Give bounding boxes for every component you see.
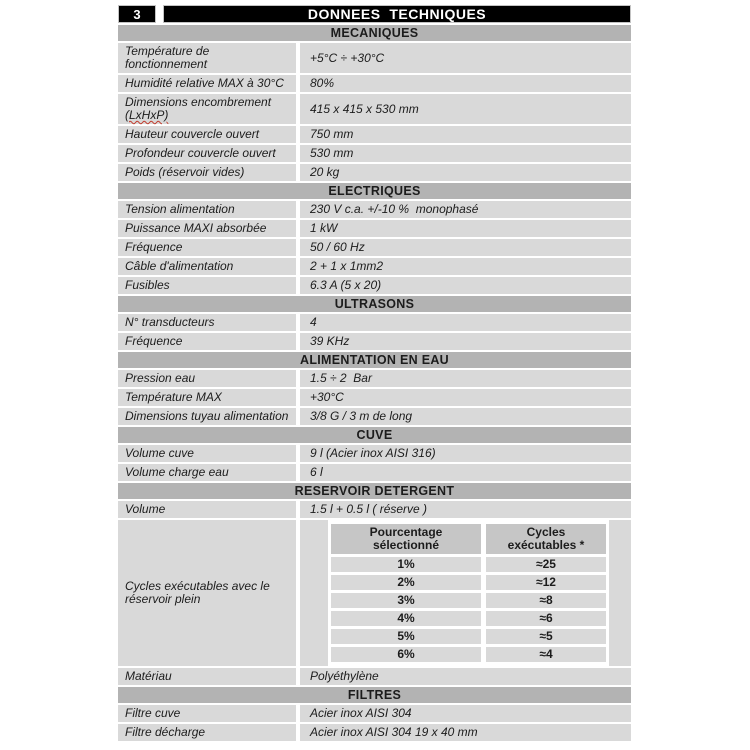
percent-cell: 6%	[331, 647, 481, 662]
row-label: Volume	[118, 501, 296, 518]
spec-row-pression-eau	[118, 370, 631, 387]
spellcheck-underline: (LxHxP)	[125, 108, 169, 122]
section-header-electriques: ELECTRIQUES	[118, 183, 631, 199]
cycles-table-container	[328, 520, 609, 666]
cycles-table	[331, 524, 606, 662]
spec-row-puissance	[118, 220, 631, 237]
spec-row-poids	[118, 164, 631, 181]
spec-row-tension	[118, 201, 631, 218]
row-label: Pression eau	[118, 370, 296, 387]
row-value: 50 / 60 Hz	[300, 239, 631, 256]
spec-row-frequence-ultrasons	[118, 333, 631, 350]
row-value: +30°C	[300, 389, 631, 406]
spec-row-frequence-elec	[118, 239, 631, 256]
cycles-cell: ≈8	[486, 593, 606, 608]
row-label: Température MAX	[118, 389, 296, 406]
row-label: Matériau	[118, 668, 296, 685]
row-value	[300, 520, 631, 666]
cycles-table-header-cycles: Cycles exécutables *	[486, 524, 606, 554]
cycles-table-header-percent: Pourcentage sélectionné	[331, 524, 481, 554]
row-value: 20 kg	[300, 164, 631, 181]
spec-row-profondeur-couvercle	[118, 145, 631, 162]
cycles-cell: ≈6	[486, 611, 606, 626]
spec-row-filtre-decharge	[118, 724, 631, 741]
row-value: Acier inox AISI 304 19 x 40 mm	[300, 724, 631, 741]
row-label: Profondeur couvercle ouvert	[118, 145, 296, 162]
cycles-table-row	[331, 593, 606, 608]
row-label: Filtre décharge	[118, 724, 296, 741]
row-value: 230 V c.a. +/-10 % monophasé	[300, 201, 631, 218]
spec-row-cable	[118, 258, 631, 275]
percent-cell: 3%	[331, 593, 481, 608]
row-label: Volume charge eau	[118, 464, 296, 481]
row-value: 1 kW	[300, 220, 631, 237]
spec-row-materiau	[118, 668, 631, 685]
row-value: 750 mm	[300, 126, 631, 143]
row-label: Filtre cuve	[118, 705, 296, 722]
section-header-alimentation-eau: ALIMENTATION EN EAU	[118, 352, 631, 368]
cycles-cell: ≈4	[486, 647, 606, 662]
row-label: Humidité relative MAX à 30°C	[118, 75, 296, 92]
row-value: 530 mm	[300, 145, 631, 162]
cycles-table-header-row	[331, 524, 606, 554]
cycles-cell: ≈25	[486, 557, 606, 572]
row-value: 2 + 1 x 1mm2	[300, 258, 631, 275]
percent-cell: 4%	[331, 611, 481, 626]
row-value: 1.5 ÷ 2 Bar	[300, 370, 631, 387]
row-label: Hauteur couvercle ouvert	[118, 126, 296, 143]
cycles-cell: ≈12	[486, 575, 606, 590]
spec-row-volume-cuve	[118, 445, 631, 462]
percent-cell: 2%	[331, 575, 481, 590]
page-title: DONNEES TECHNIQUES	[163, 5, 631, 23]
cycles-table-row	[331, 557, 606, 572]
section-header-reservoir-detergent: RESERVOIR DETERGENT	[118, 483, 631, 499]
percent-cell: 1%	[331, 557, 481, 572]
row-value: Acier inox AISI 304	[300, 705, 631, 722]
cycles-table-row	[331, 575, 606, 590]
spec-row-filtre-cuve	[118, 705, 631, 722]
row-value: Polyéthylène	[300, 668, 631, 685]
spec-row-humidite	[118, 75, 631, 92]
row-label: Volume cuve	[118, 445, 296, 462]
spec-row-cycles-executables	[118, 520, 631, 666]
row-value: 6.3 A (5 x 20)	[300, 277, 631, 294]
percent-cell: 5%	[331, 629, 481, 644]
row-value: +5°C ÷ +30°C	[300, 43, 631, 73]
row-label: Poids (réservoir vides)	[118, 164, 296, 181]
row-label: Fréquence	[118, 239, 296, 256]
row-label: Dimensions tuyau alimentation	[118, 408, 296, 425]
section-header-ultrasons: ULTRASONS	[118, 296, 631, 312]
spec-row-temperature-fonctionnement	[118, 43, 631, 73]
cycles-table-row	[331, 629, 606, 644]
spec-row-tuyau	[118, 408, 631, 425]
spec-row-temperature-max	[118, 389, 631, 406]
cycles-cell: ≈5	[486, 629, 606, 644]
row-value: 6 l	[300, 464, 631, 481]
cycles-table-row	[331, 611, 606, 626]
row-label: Fréquence	[118, 333, 296, 350]
row-label: Tension alimentation	[118, 201, 296, 218]
spec-row-dimensions	[118, 94, 631, 124]
row-value: 4	[300, 314, 631, 331]
cycles-table-row	[331, 647, 606, 662]
row-label: Dimensions encombrement (LxHxP)	[118, 94, 296, 124]
row-label: Câble d'alimentation	[118, 258, 296, 275]
title-bar	[118, 5, 631, 23]
row-label: Cycles exécutables avec le réservoir plein	[118, 520, 296, 666]
row-label: N° transducteurs	[118, 314, 296, 331]
section-header-mecaniques: MECANIQUES	[118, 25, 631, 41]
section-header-filtres: FILTRES	[118, 687, 631, 703]
row-label: Puissance MAXI absorbée	[118, 220, 296, 237]
row-label: Fusibles	[118, 277, 296, 294]
row-value: 39 KHz	[300, 333, 631, 350]
spec-row-transducteurs	[118, 314, 631, 331]
row-label: Température de fonctionnement	[118, 43, 296, 73]
row-value: 80%	[300, 75, 631, 92]
section-header-cuve: CUVE	[118, 427, 631, 443]
row-value: 3/8 G / 3 m de long	[300, 408, 631, 425]
row-value: 9 l (Acier inox AISI 316)	[300, 445, 631, 462]
chapter-number: 3	[118, 5, 156, 23]
technical-data-sheet	[118, 5, 631, 741]
spec-row-volume-reservoir	[118, 501, 631, 518]
spec-row-fusibles	[118, 277, 631, 294]
spec-row-volume-charge-eau	[118, 464, 631, 481]
row-value: 415 x 415 x 530 mm	[300, 94, 631, 124]
row-value: 1.5 l + 0.5 l ( réserve )	[300, 501, 631, 518]
spec-row-hauteur-couvercle	[118, 126, 631, 143]
